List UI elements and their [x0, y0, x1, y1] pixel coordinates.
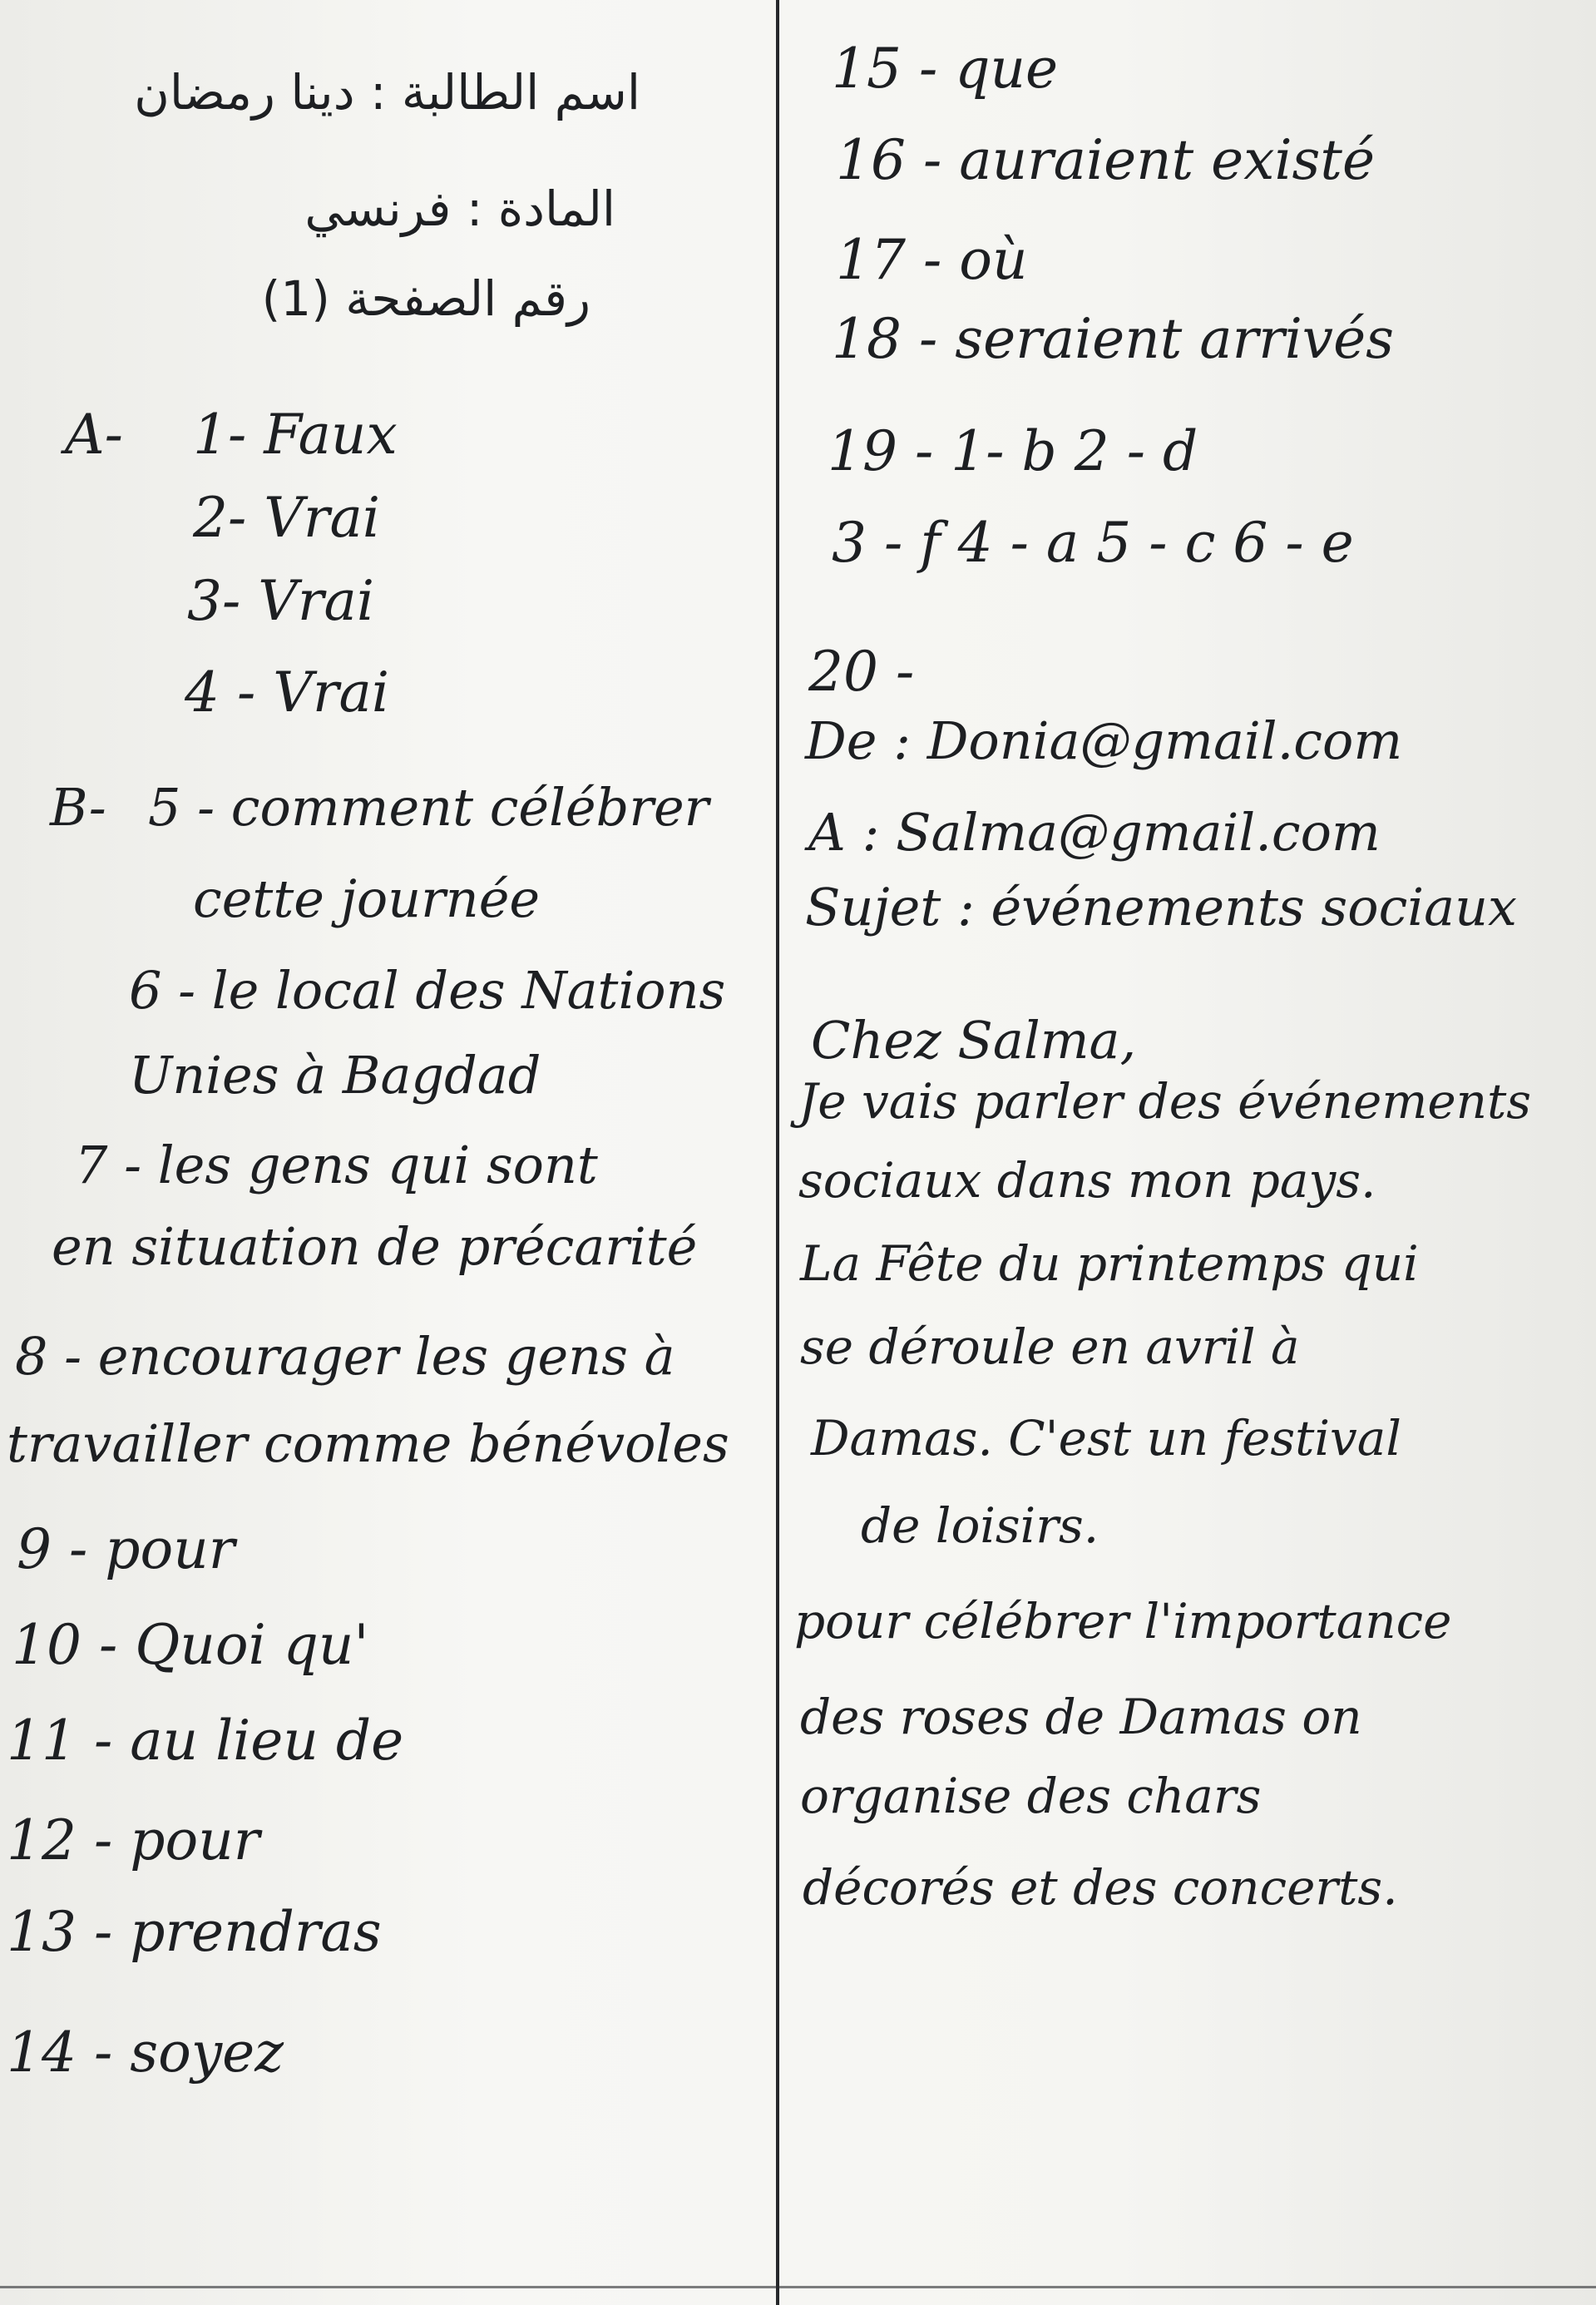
email-body-4: se déroule en avril à — [800, 1318, 1300, 1375]
student-name: اسم الطالبة : دينا رمضان — [134, 64, 640, 121]
email-greeting: Chez Salma, — [811, 1010, 1137, 1071]
page-number: رقم الصفحة (1) — [261, 270, 590, 327]
answer-13: 13 - prendras — [7, 1900, 382, 1964]
answer-19-line2: 3 - f 4 - a 5 - c 6 - e — [832, 511, 1354, 575]
answer-8-line2: travailler comme bénévoles — [7, 1413, 729, 1474]
section-a-label: A- — [65, 403, 123, 467]
email-body-3: La Fête du printemps qui — [800, 1235, 1419, 1292]
answer-6-line1: 6 - le local des Nations — [129, 960, 726, 1021]
answer-17: 17 - où — [836, 228, 1028, 292]
answer-11: 11 - au lieu de — [7, 1709, 404, 1773]
answer-3: 3- Vrai — [187, 569, 374, 633]
answer-5-line1: 5 - comment célébrer — [148, 777, 709, 838]
answer-15: 15 - que — [832, 37, 1059, 101]
email-body-2: sociaux dans mon pays. — [798, 1152, 1376, 1209]
answer-5-line2: cette journée — [193, 868, 541, 929]
answer-9: 9 - pour — [17, 1517, 235, 1581]
answer-16: 16 - auraient existé — [836, 128, 1376, 192]
answer-6-line2: Unies à Bagdad — [129, 1045, 541, 1106]
answer-12: 12 - pour — [7, 1808, 260, 1872]
subject-line: المادة : فرنسي — [304, 181, 615, 237]
answer-20-number: 20 - — [808, 640, 915, 704]
email-body-6: de loisirs. — [861, 1497, 1099, 1554]
answer-18: 18 - seraient arrivés — [832, 307, 1395, 371]
email-from: De : Donia@gmail.com — [805, 710, 1403, 771]
section-b-label: B- — [50, 777, 106, 838]
answer-2: 2- Vrai — [193, 486, 380, 550]
answer-10: 10 - Quoi qu' — [12, 1613, 369, 1677]
email-body-1: Je vais parler des événements — [798, 1073, 1532, 1130]
bottom-rule — [0, 2286, 1596, 2288]
email-to: A : Salma@gmail.com — [808, 802, 1381, 863]
answer-4: 4 - Vrai — [185, 660, 389, 725]
email-body-5: Damas. C'est un festival — [811, 1410, 1401, 1467]
answer-14: 14 - soyez — [7, 2021, 284, 2085]
answer-7-line1: 7 - les gens qui sont — [75, 1135, 598, 1195]
email-body-7: pour célébrer l'importance — [794, 1593, 1452, 1650]
email-body-10: décorés et des concerts. — [803, 1859, 1398, 1916]
column-divider — [776, 0, 779, 2305]
answer-8-line1: 8 - encourager les gens à — [15, 1326, 675, 1387]
answer-1: 1- Faux — [193, 403, 398, 467]
email-subject: Sujet : événements sociaux — [805, 877, 1517, 937]
email-body-8: des roses de Damas on — [800, 1689, 1362, 1745]
answer-7-line2: en situation de précarité — [52, 1216, 698, 1277]
email-body-9: organise des chars — [800, 1768, 1262, 1824]
answer-19-line1: 19 - 1- b 2 - d — [828, 419, 1198, 483]
